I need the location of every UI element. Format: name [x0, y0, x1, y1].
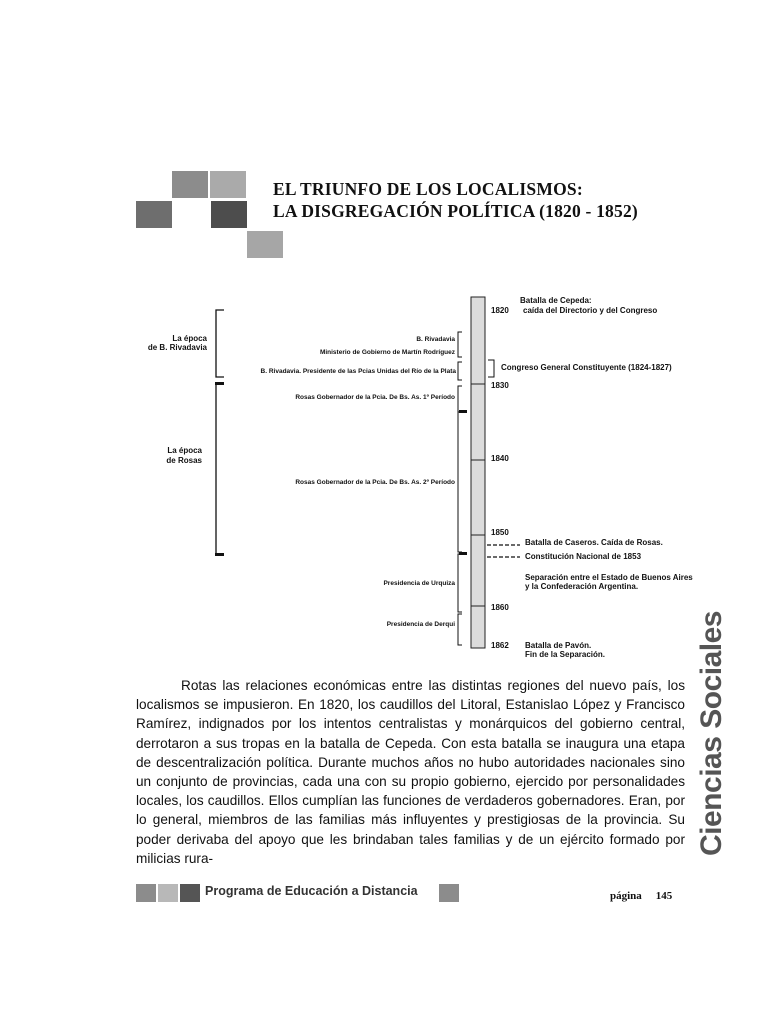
- period-label: Presidencia de Urquiza: [383, 580, 455, 587]
- year-label: 1840: [491, 454, 509, 463]
- footer-square: [136, 884, 156, 902]
- title-line-2: LA DISGREGACIÓN POLÍTICA (1820 - 1852): [273, 201, 638, 221]
- event-label: y la Confederación Argentina.: [525, 582, 639, 591]
- year-label: 1862: [491, 641, 509, 650]
- year-label: 1830: [491, 381, 509, 390]
- era-label: de B. Rivadavia: [147, 343, 207, 352]
- period-label: Rosas Gobernador de la Pcia. De Bs. As. 1º Período: [295, 394, 455, 401]
- footer-program-name: Programa de Educación a Distancia: [205, 884, 418, 898]
- event-label: Batalla de Pavón.: [525, 641, 592, 650]
- event-label: Constitución Nacional de 1853: [525, 552, 642, 561]
- period-label: Rosas Gobernador de la Pcia. De Bs. As. 2º Período: [295, 479, 455, 486]
- era-label: La época: [172, 334, 207, 343]
- era-label: de Rosas: [166, 456, 202, 465]
- period-label: B. Rivadavia. Presidente de las Pcias Unidas del Río de la Plata: [260, 368, 456, 375]
- event-label: Congreso General Constituyente (1824-1827): [501, 363, 672, 372]
- page-label: página: [610, 890, 642, 902]
- event-label: Batalla de Caseros. Caída de Rosas.: [525, 538, 663, 547]
- section-side-label: Ciencias Sociales: [695, 611, 728, 856]
- year-label: 1820: [491, 306, 509, 315]
- time-bar: [471, 297, 485, 648]
- era-label: La época: [167, 446, 202, 455]
- period-label: B. Rivadavia: [416, 336, 455, 343]
- rosas-era-bracket: [216, 384, 224, 554]
- event-label: Batalla de Cepeda:: [520, 296, 592, 305]
- footer-square: [439, 884, 459, 902]
- footer-square: [158, 884, 178, 902]
- body-paragraph: Rotas las relaciones económicas entre las distintas regiones del nuevo país, los localismos se impusieron. En 1820, los caudillos del Litoral, Estanislao López y Francisco Ramírez, indignados por los intentos centralistas y monárquicos del gobierno central, derrotaron a sus tropas en la batalla de Cepeda. Con esta batalla se inaugura una etapa de descentralización política. Durante muchos años no hubo autoridades nacionales sino un conjunto de provincias, cada una con su propio gobierno, ejercido por personalidades locales, los caudillos. Ellos cumplían las funciones de verdaderos gobernadores. Eran, por lo general, miembros de las familias más influyentes y prestigiosas de la provincia. Su poder derivaba del apoyo que les brindaban tales familias y de un ejército formado por milicias rura-: [136, 678, 685, 866]
- title-line-1: EL TRIUNFO DE LOS LOCALISMOS:: [273, 179, 583, 199]
- year-label: 1860: [491, 603, 509, 612]
- event-label: Fin de la Separación.: [525, 650, 606, 659]
- page-number: 145: [655, 890, 673, 902]
- footer-page-number: [610, 890, 672, 902]
- rivadavia-era-bracket: [216, 310, 224, 377]
- event-label: caída del Directorio y del Congreso: [523, 306, 658, 315]
- year-label: 1850: [491, 528, 509, 537]
- period-label: Ministerio de Gobierno de Martín Rodríguez: [319, 349, 455, 356]
- period-label: Presidencia de Derqui: [386, 621, 455, 628]
- footer-square: [180, 884, 200, 902]
- event-label: Separación entre el Estado de Buenos Aires: [525, 573, 693, 582]
